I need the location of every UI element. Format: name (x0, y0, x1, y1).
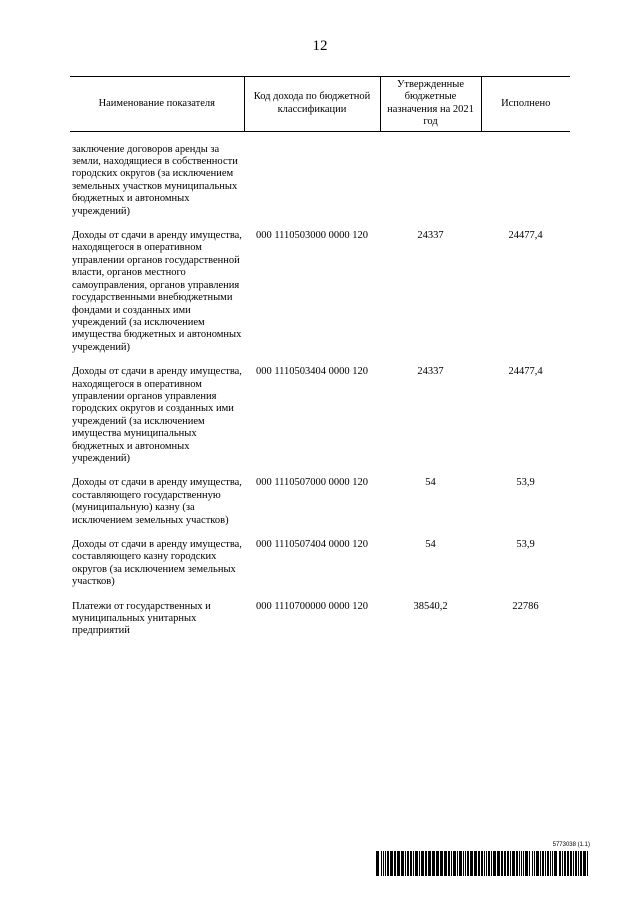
barcode-bar (559, 851, 561, 876)
barcode-bar (547, 851, 549, 876)
barcode-bar (405, 851, 406, 876)
barcode-bar (542, 851, 544, 876)
barcode-bar (451, 851, 452, 876)
table-row (70, 477, 570, 539)
barcode-bar (410, 851, 412, 876)
barcode-bar (497, 851, 500, 876)
barcode-bar (504, 851, 506, 876)
barcode-bar (419, 851, 420, 876)
row-executed: 24477,4 (508, 366, 543, 378)
barcode-bar (444, 851, 447, 876)
barcode-bar (421, 851, 424, 876)
budget-table (70, 76, 570, 650)
barcode-bar (570, 851, 572, 876)
barcode-bar (540, 851, 541, 876)
barcode-bar (501, 851, 503, 876)
barcode-bar (387, 851, 389, 876)
barcode (376, 842, 590, 876)
row-name: Доходы от сдачи в аренду имущества, находящегося в оперативном управлении органов управления городских округов и созданных ими учреждений (за исключением имущества муниципальных бюджетных и автономных учреждений) (72, 366, 242, 464)
table-spacer (70, 131, 570, 144)
barcode-bar (397, 851, 400, 876)
barcode-bar (491, 851, 492, 876)
barcode-bar (481, 851, 483, 876)
row-approved: 24337 (417, 366, 444, 378)
row-code: 000 1110507000 0000 120 (255, 477, 369, 489)
barcode-bar (486, 851, 487, 876)
header-name: Наименование показателя (70, 77, 244, 132)
table-row (70, 230, 570, 366)
barcode-bar (554, 851, 557, 876)
row-name: Доходы от сдачи в аренду имущества, находящегося в оперативном управлении органов государственной власти, органов местного самоуправления, органов управления государственными внебюджетными фондами и созданных ими учреждений (за исключением имущества бюджетных и автономных учреждений) (72, 230, 242, 353)
header-approved: Утвержденные бюджетные назначения на 2021 год (380, 77, 481, 132)
barcode-bar (529, 851, 530, 876)
barcode-bar (564, 851, 566, 876)
row-approved (380, 144, 481, 230)
table-row (70, 601, 570, 650)
row-executed: 53,9 (516, 477, 535, 489)
barcode-bar (413, 851, 414, 876)
barcode-bar (567, 851, 569, 876)
barcode-bar (550, 851, 551, 876)
barcode-bar (436, 851, 439, 876)
barcode-number: 5773038 (1.1) (552, 842, 590, 848)
barcode-bar (516, 851, 518, 876)
row-code (244, 144, 380, 230)
row-approved: 54 (425, 477, 436, 489)
barcode-bar (415, 851, 418, 876)
barcode-bar (575, 851, 577, 876)
barcode-bar (552, 851, 553, 876)
row-name: заключение договоров аренды за земли, находящиеся в собственности городских округов (за исключением земельных участков муниципальных бюджетных и автономных учреждений) (72, 143, 238, 217)
barcode-bar (474, 851, 477, 876)
barcode-bar (583, 851, 586, 876)
barcode-bar (428, 851, 431, 876)
row-name: Доходы от сдачи в аренду имущества, составляющего казну городских округов (за исключением земельных участков) (72, 539, 242, 588)
table-row (70, 539, 570, 601)
barcode-bar (519, 851, 520, 876)
barcode-bar (467, 851, 469, 876)
row-code: 000 1110700000 0000 120 (255, 600, 369, 612)
barcode-bar (484, 851, 485, 876)
barcode-bar (523, 851, 524, 876)
barcode-bar (432, 851, 435, 876)
barcode-bar (580, 851, 582, 876)
barcode-bar (407, 851, 409, 876)
table-row (70, 144, 570, 230)
barcode-bar (383, 851, 384, 876)
barcode-bar (390, 851, 393, 876)
row-name: Платежи от государственных и муниципальных унитарных предприятий (72, 600, 211, 637)
barcode-bar (573, 851, 574, 876)
page-number: 12 (312, 38, 328, 54)
table-header-row (70, 77, 570, 132)
barcode-bar (562, 851, 563, 876)
header-executed: Исполнено (481, 77, 570, 132)
row-executed: 22786 (512, 600, 539, 612)
row-name: Доходы от сдачи в аренду имущества, составляющего государственную (муниципальную) казну (за исключением земельных участков) (72, 477, 242, 526)
row-approved: 38540,2 (413, 600, 448, 612)
barcode-bar (394, 851, 396, 876)
barcode-bar (478, 851, 480, 876)
barcode-bar (453, 851, 456, 876)
barcode-bar (440, 851, 443, 876)
barcode-bar (401, 851, 404, 876)
barcode-bar (545, 851, 546, 876)
row-code: 000 1110507404 0000 120 (255, 539, 369, 550)
row-approved: 24337 (417, 230, 444, 242)
barcode-bar (525, 851, 528, 876)
row-approved: 54 (425, 539, 436, 550)
row-code: 000 1110503404 0000 120 (255, 366, 369, 378)
row-code: 000 1110503000 0000 120 (255, 230, 369, 242)
barcode-bar (457, 851, 458, 876)
barcode-bar (470, 851, 473, 876)
row-executed: 53,9 (516, 539, 535, 550)
barcode-bars (376, 851, 590, 876)
barcode-bar (532, 851, 533, 876)
barcode-bar (512, 851, 515, 876)
barcode-bar (463, 851, 464, 876)
barcode-bar (536, 851, 539, 876)
barcode-bar (521, 851, 522, 876)
barcode-bar (385, 851, 386, 876)
barcode-bar (493, 851, 496, 876)
row-executed: 24477,4 (508, 230, 543, 242)
table-row (70, 366, 570, 477)
barcode-bar (465, 851, 466, 876)
barcode-bar (510, 851, 511, 876)
row-executed (481, 144, 570, 230)
barcode-bar (578, 851, 579, 876)
barcode-bar (376, 851, 379, 876)
barcode-bar (488, 851, 490, 876)
barcode-bar (448, 851, 450, 876)
barcode-bar (587, 851, 588, 876)
barcode-bar (381, 851, 382, 876)
barcode-bar (534, 851, 535, 876)
barcode-bar (507, 851, 509, 876)
barcode-bar (459, 851, 462, 876)
header-code: Код дохода по бюджетной классификации (244, 77, 380, 132)
barcode-bar (425, 851, 427, 876)
